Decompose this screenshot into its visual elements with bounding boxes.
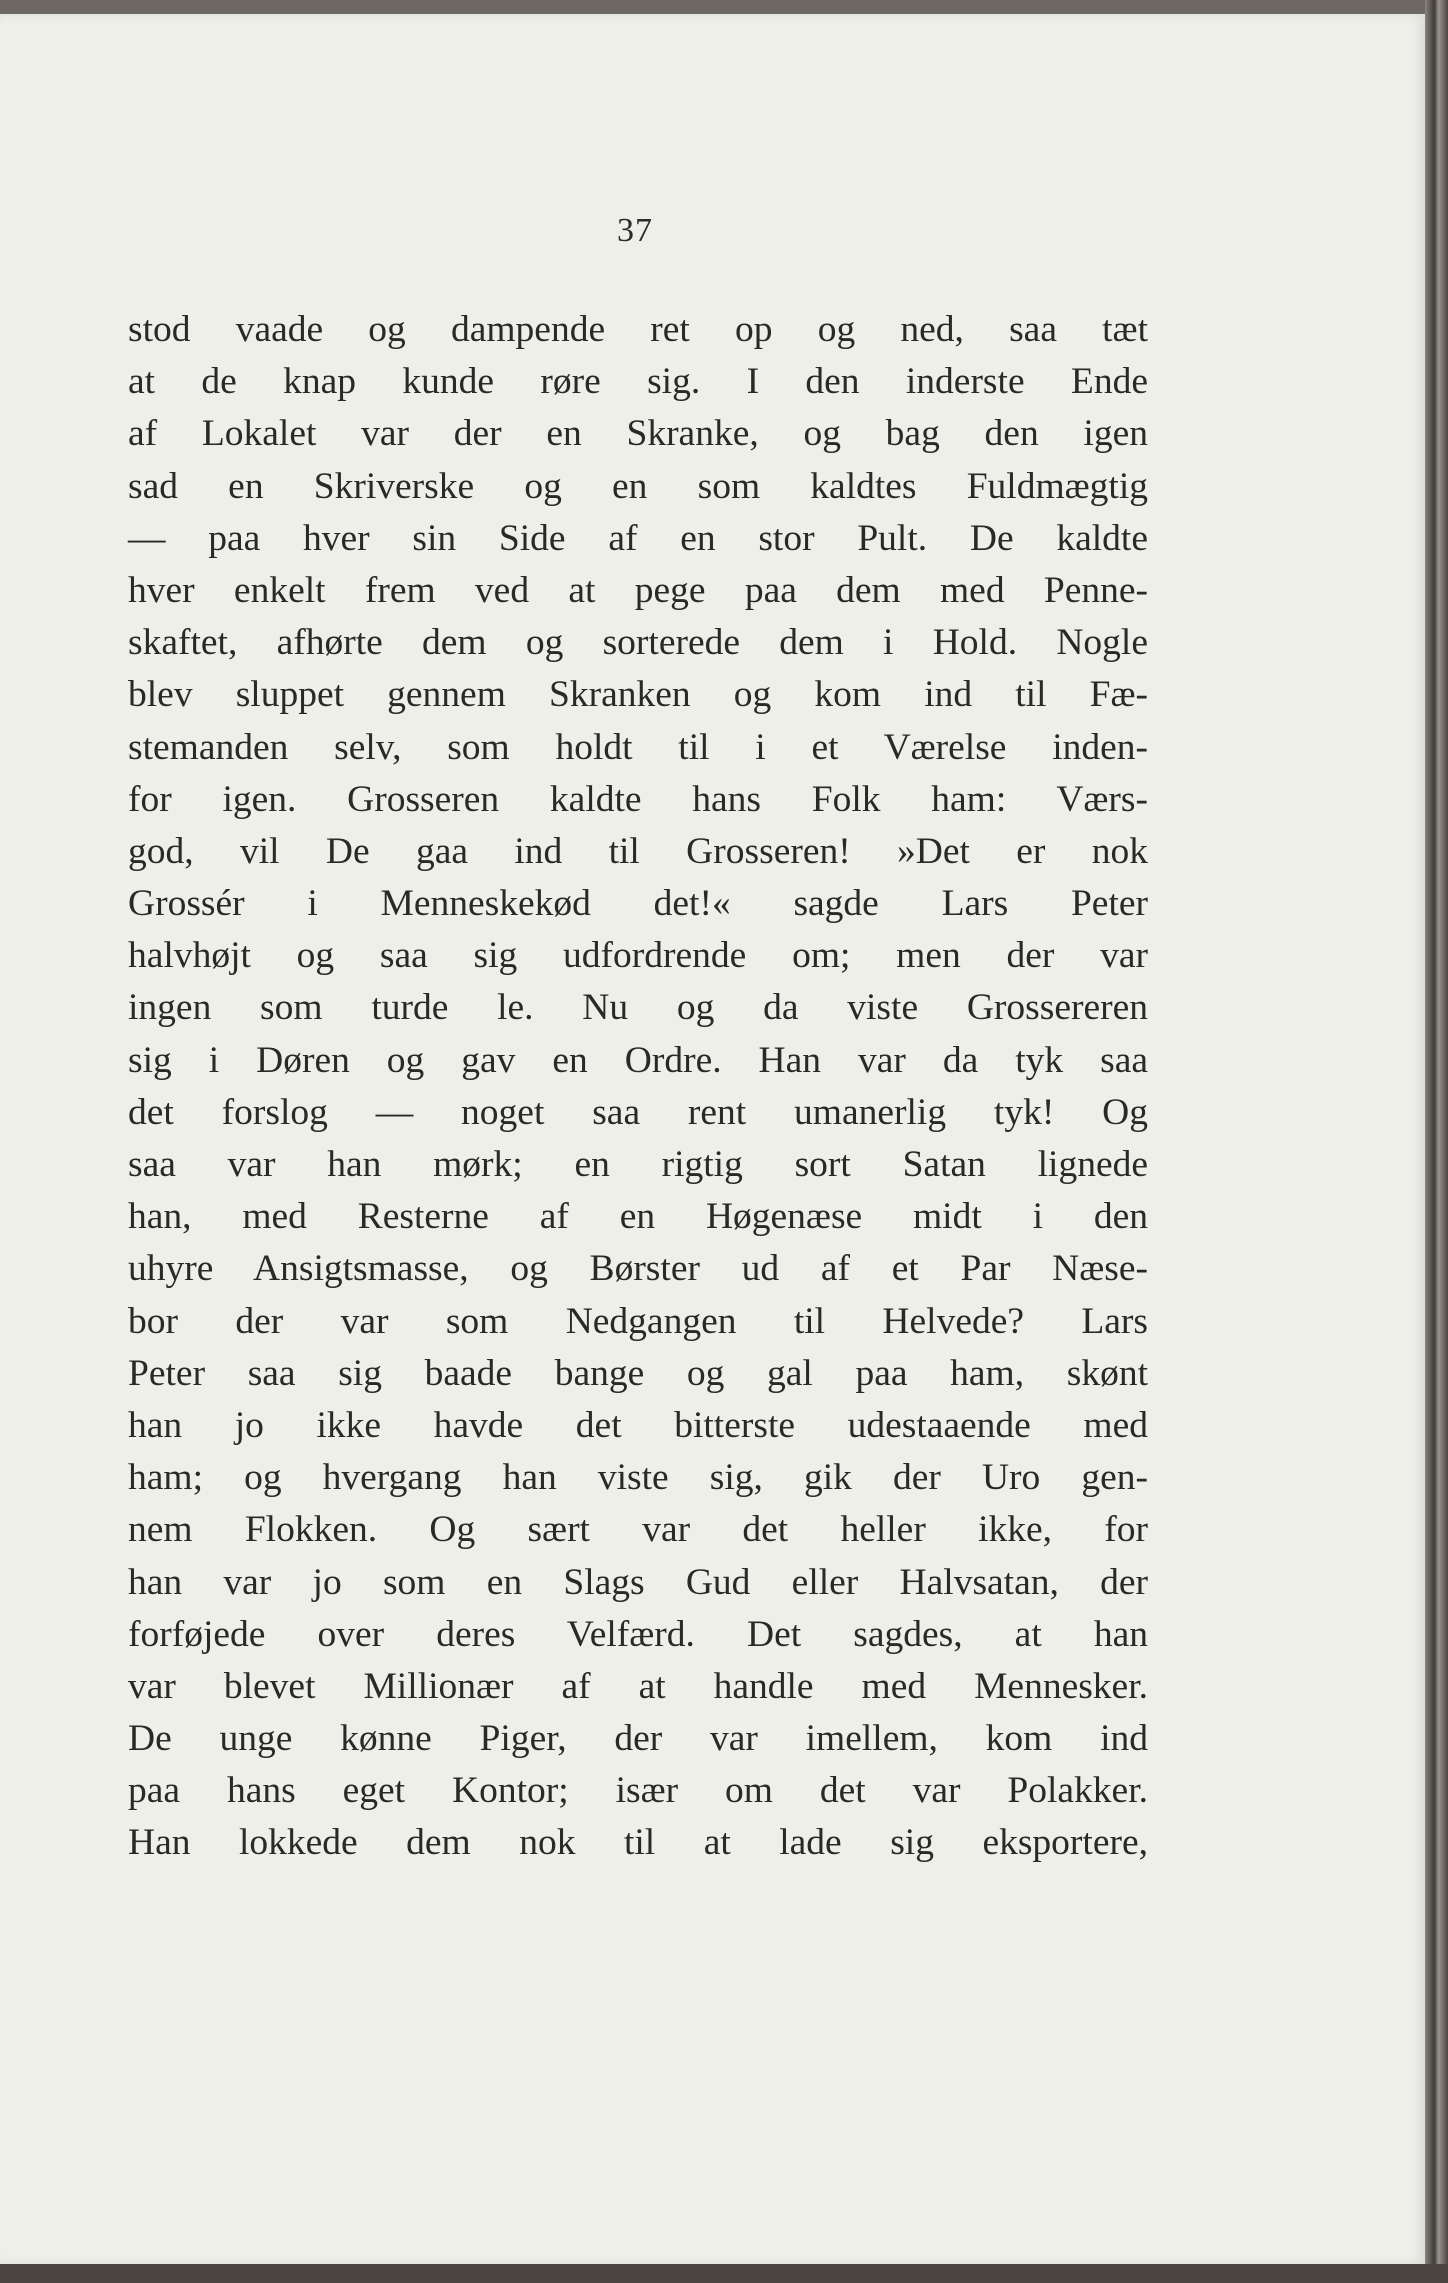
text-line: De unge kønne Piger, der var imellem, kom ind bbox=[128, 1718, 1148, 1760]
book-bottom-edge bbox=[0, 2264, 1448, 2283]
text-line: forføjede over deres Velfærd. Det sagdes, at han bbox=[128, 1613, 1148, 1655]
text-line: uhyre Ansigtsmasse, og Børster ud af et Par Næse- bbox=[128, 1248, 1148, 1290]
text-line: sad en Skriverske og en som kaldtes Fuldmægtig bbox=[128, 465, 1148, 507]
text-line: han jo ikke havde det bitterste udestaaende med bbox=[128, 1404, 1148, 1446]
book-page bbox=[0, 14, 1425, 2264]
book-spine-edge bbox=[1425, 0, 1448, 2283]
book-top-edge bbox=[0, 0, 1448, 14]
text-line: paa hans eget Kontor; især om det var Polakker. bbox=[128, 1770, 1148, 1812]
text-line: Grossér i Menneskekød det!« sagde Lars Peter bbox=[128, 883, 1148, 925]
text-line: Han lokkede dem nok til at lade sig eksportere, bbox=[128, 1822, 1148, 1864]
text-line: sig i Døren og gav en Ordre. Han var da tyk saa bbox=[128, 1039, 1148, 1081]
text-line: hver enkelt frem ved at pege paa dem med Penne- bbox=[128, 569, 1148, 611]
text-line: bor der var som Nedgangen til Helvede? Lars bbox=[128, 1300, 1148, 1342]
text-line: han var jo som en Slags Gud eller Halvsatan, der bbox=[128, 1561, 1148, 1603]
body-text bbox=[128, 304, 1148, 1870]
text-line: halvhøjt og saa sig udfordrende om; men der var bbox=[128, 935, 1148, 977]
text-line: af Lokalet var der en Skranke, og bag den igen bbox=[128, 413, 1148, 455]
text-line: god, vil De gaa ind til Grosseren! »Det er nok bbox=[128, 830, 1148, 872]
text-line: at de knap kunde røre sig. I den inderste Ende bbox=[128, 361, 1148, 403]
text-line: skaftet, afhørte dem og sorterede dem i Hold. Nogle bbox=[128, 622, 1148, 664]
text-line: var blevet Millionær af at handle med Mennesker. bbox=[128, 1665, 1148, 1707]
text-line: ham; og hvergang han viste sig, gik der Uro gen- bbox=[128, 1457, 1148, 1499]
text-line: stemanden selv, som holdt til i et Værelse inden- bbox=[128, 726, 1148, 768]
text-line: blev sluppet gennem Skranken og kom ind til Fæ- bbox=[128, 674, 1148, 716]
text-line: det forslog — noget saa rent umanerlig tyk! Og bbox=[128, 1091, 1148, 1133]
text-line: — paa hver sin Side af en stor Pult. De kaldte bbox=[128, 517, 1148, 559]
text-line: ingen som turde le. Nu og da viste Grossereren bbox=[128, 987, 1148, 1029]
text-line: stod vaade og dampende ret op og ned, saa tæt bbox=[128, 309, 1148, 350]
text-line: han, med Resterne af en Høgenæse midt i den bbox=[128, 1196, 1148, 1238]
page-number: 37 bbox=[617, 212, 653, 249]
text-line: Peter saa sig baade bange og gal paa ham, skønt bbox=[128, 1352, 1148, 1394]
text-line: saa var han mørk; en rigtig sort Satan lignede bbox=[128, 1144, 1148, 1185]
text-line: for igen. Grosseren kaldte hans Folk ham: Værs- bbox=[128, 778, 1148, 820]
text-line: nem Flokken. Og sært var det heller ikke, for bbox=[128, 1509, 1148, 1551]
